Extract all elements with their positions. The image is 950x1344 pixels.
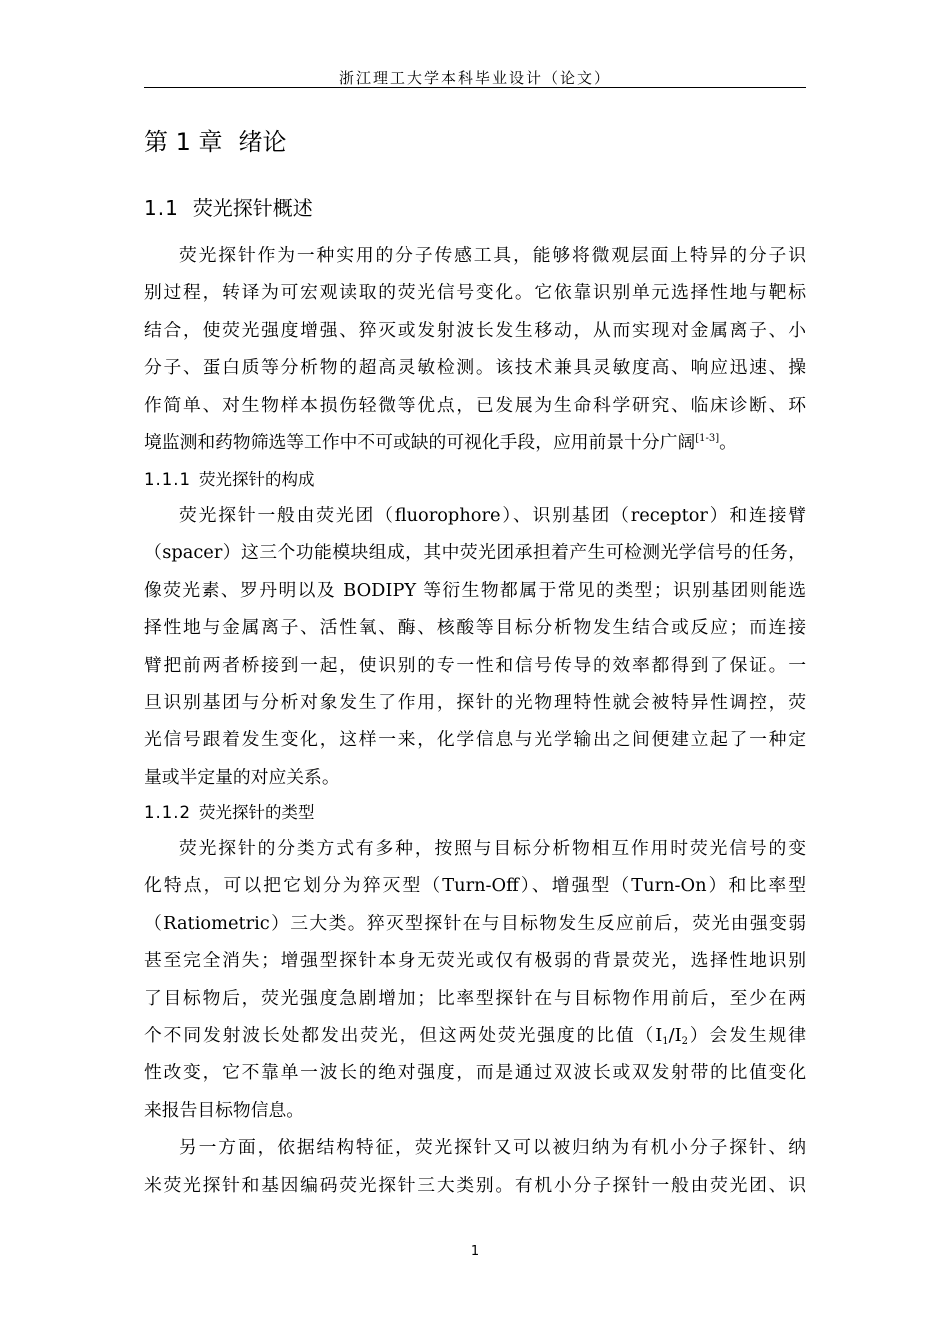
text-line: 量或半定量的对应关系。 bbox=[144, 766, 340, 788]
paragraph-1-1-intro bbox=[144, 237, 806, 461]
subsection-number: 1.1.1 bbox=[144, 470, 191, 489]
text-line-content: 个不同发射波长处都发出荧光，但这两处荧光强度的比值（I bbox=[144, 1024, 663, 1046]
text-line: 择性地与金属离子、活性氧、酶、核酸等目标分析物发生结合或反应；而连接 bbox=[144, 617, 806, 639]
text-line: 甚至完全消失；增强型探针本身无荧光或仅有极弱的背景荧光，选择性地识别 bbox=[144, 950, 806, 972]
text-line bbox=[144, 1017, 806, 1054]
subscript: 2 bbox=[681, 1035, 689, 1047]
section-title: 荧光探针概述 bbox=[192, 196, 313, 220]
chapter-number: 第 1 章 bbox=[144, 128, 223, 156]
text-line: 作简单、对生物样本损伤轻微等优点，已发展为生命科学研究、临床诊断、环 bbox=[144, 394, 806, 416]
text-line: 荧光探针的分类方式有多种，按照与目标分析物相互作用时荧光信号的变 bbox=[179, 838, 806, 859]
text-line: 另一方面，依据结构特征，荧光探针又可以被归纳为有机小分子探针、纳 bbox=[179, 1137, 806, 1159]
text-line: （Ratiometric）三大类。猝灭型探针在与目标物发生反应前后，荧光由强变弱 bbox=[144, 912, 806, 934]
text-line: 分子、蛋白质等分析物的超高灵敏检测。该技术兼具灵敏度高、响应迅速、操 bbox=[144, 357, 806, 379]
subscript: 1 bbox=[662, 1035, 669, 1047]
text-line: 光信号跟着发生变化，这样一来，化学信息与光学输出之间便建立起了一种定 bbox=[144, 729, 806, 751]
text-line-content: 境监测和药物筛选等工作中不可或缺的可视化手段，应用前景十分广阔 bbox=[144, 431, 696, 453]
subsection-title: 荧光探针的构成 bbox=[198, 470, 315, 489]
text-line-content: ）会发生规律 bbox=[688, 1024, 806, 1046]
text-line bbox=[144, 424, 806, 461]
chapter-title: 绪论 bbox=[238, 128, 287, 156]
chapter-heading bbox=[144, 124, 287, 160]
subsection-number: 1.1.2 bbox=[144, 803, 191, 822]
running-header: 浙江理工大学本科毕业设计（论文） bbox=[338, 69, 611, 87]
text-line: 别过程，转译为可宏观读取的荧光信号变化。它依靠识别单元选择性地与靶标 bbox=[144, 282, 806, 304]
subsection-heading-1-1-2 bbox=[144, 801, 314, 825]
text-line: 性改变，它不靠单一波长的绝对强度，而是通过双波长或双发射带的比值变化 bbox=[144, 1062, 806, 1084]
text-line: 荧光探针一般由荧光团（fluorophore）、识别基团（receptor）和连接臂 bbox=[179, 505, 806, 526]
paragraph-1-1-2-types bbox=[144, 830, 806, 1204]
text-line: 了目标物后，荧光强度急剧增加；比率型探针在与目标物作用前后，至少在两 bbox=[144, 987, 806, 1009]
text-line: 荧光探针作为一种实用的分子传感工具，能够将微观层面上特异的分子识 bbox=[179, 245, 806, 266]
text-line: （spacer）这三个功能模块组成，其中荧光团承担着产生可检测光学信号的任务， bbox=[144, 542, 806, 564]
citation-marker[interactable]: [1-3] bbox=[695, 432, 720, 444]
text-line: 化特点，可以把它划分为猝灭型（Turn-Off）、增强型（Turn-On）和比率型 bbox=[144, 875, 806, 897]
header-divider bbox=[144, 87, 806, 88]
page-number: 1 bbox=[470, 1244, 480, 1259]
text-line: 结合，使荧光强度增强、猝灭或发射波长发生移动，从而实现对金属离子、小 bbox=[144, 319, 806, 341]
text-line: 臂把前两者桥接到一起，使识别的专一性和信号传导的效率都得到了保证。一 bbox=[144, 654, 806, 676]
section-number: 1.1 bbox=[144, 196, 179, 220]
text-line-content: /I bbox=[668, 1024, 682, 1046]
subsection-title: 荧光探针的类型 bbox=[198, 803, 315, 822]
text-line: 米荧光探针和基因编码荧光探针三大类别。有机小分子探针一般由荧光团、识 bbox=[144, 1174, 806, 1196]
text-line: 来报告目标物信息。 bbox=[144, 1099, 305, 1121]
paragraph-1-1-1-composition bbox=[144, 497, 806, 796]
section-heading-1-1 bbox=[144, 193, 313, 223]
subsection-heading-1-1-1 bbox=[144, 468, 314, 492]
text-line: 旦识别基团与分析对象发生了作用，探针的光物理特性就会被特异性调控，荧 bbox=[144, 691, 806, 713]
text-line-end: 。 bbox=[719, 431, 737, 453]
text-line: 像荧光素、罗丹明以及 BODIPY 等衍生物都属于常见的类型；识别基团则能选 bbox=[144, 579, 806, 601]
